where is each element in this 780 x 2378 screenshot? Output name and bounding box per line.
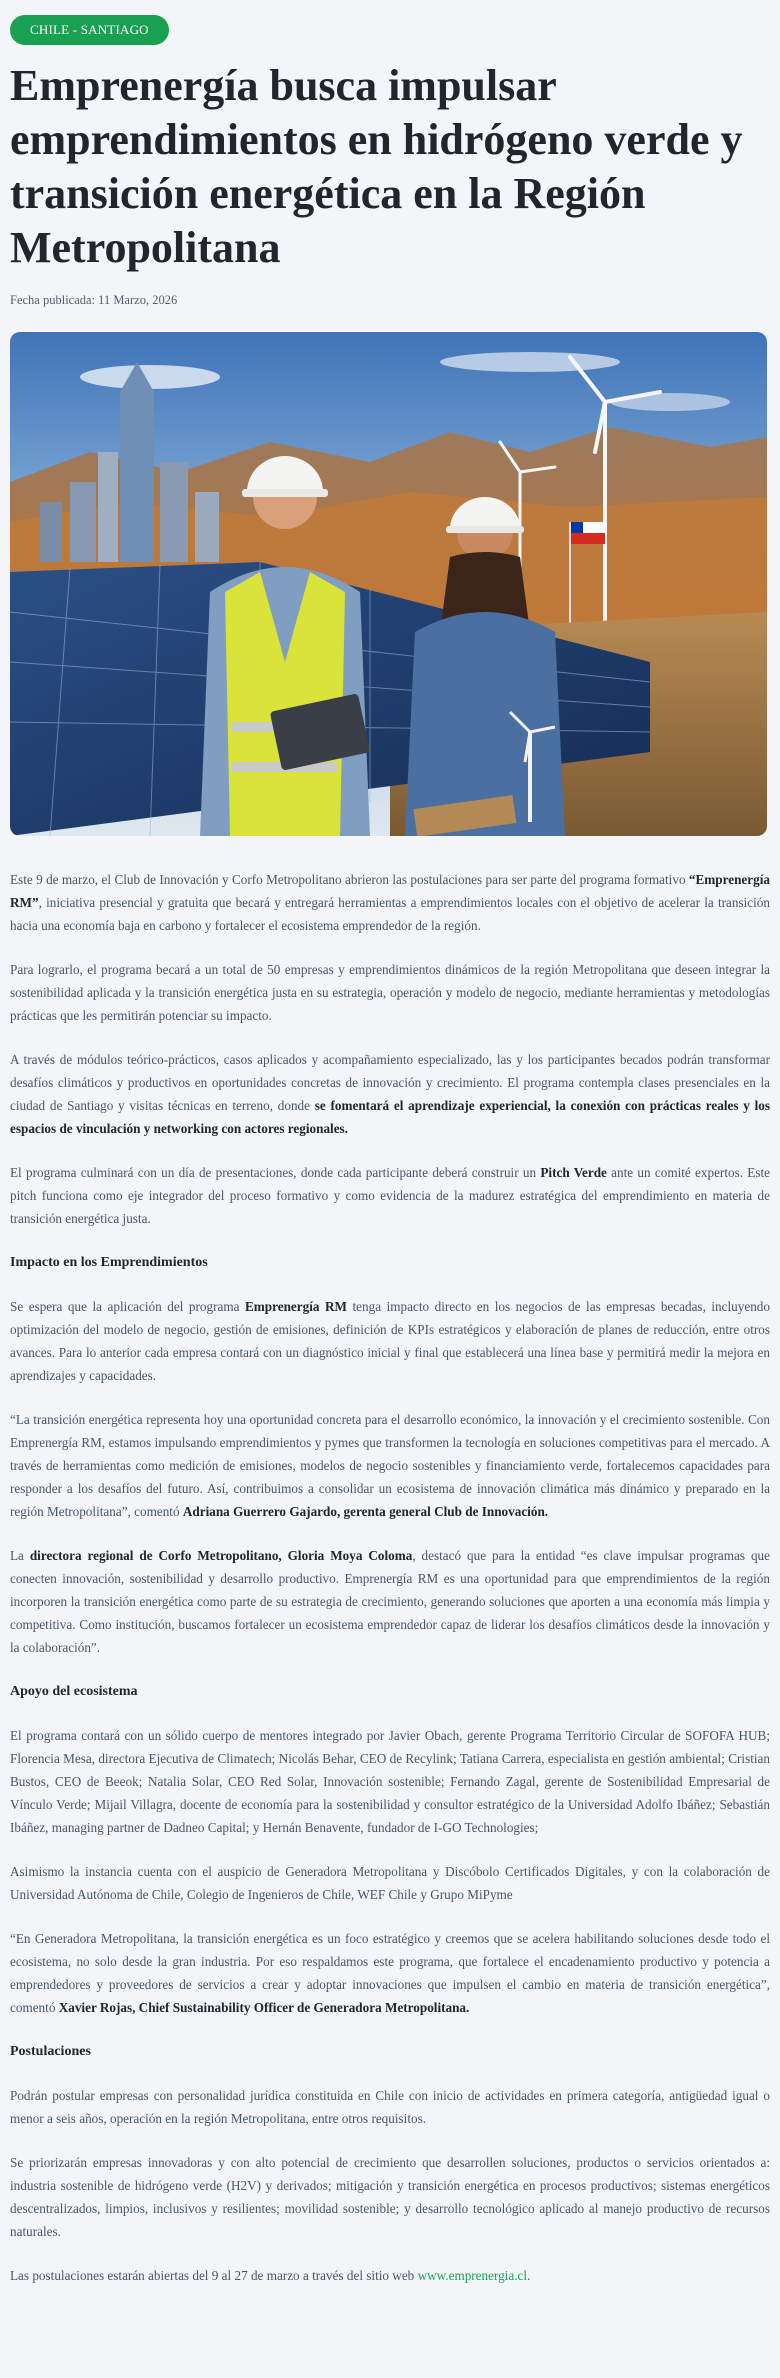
publish-date: Fecha publicada: 11 Marzo, 2026 <box>10 293 178 307</box>
paragraph-program-scope: Para lograrlo, el programa becará a un total de 50 empresas y emprendimientos dinámicos de la región Metropolitana que deseen integrar la sostenibilidad aplicada y la transición energética justa en su estrategia, operación y modelo de negocio, mediante herramientas y metodologías prácticas que les permitirán potenciar su impacto. <box>10 962 770 1023</box>
article-body <box>10 868 770 2287</box>
paragraph-mentors: El programa contará con un sólido cuerpo de mentores integrado por Javier Obach, gerente Programa Territorio Circular de SOFOFA HUB; Florencia Mesa, directora Ejecutiva de Climatech; Nicolás Behar, CEO de Recylink; Tatiana Carrera, especialista en gestión ambiental; Cristian Bustos, CEO de Beeok; Natalia Solar, CEO Red Solar, Innovación sostenible; Fernando Zagal, gerente de Sostenibilidad Empresarial de Vínculo Verde; Mijail Villagra, docente de economía para la sostenibilidad y consultor estratégico de la Universidad Adolfo Ibáñez; Sebastián Ibáñez, managing partner de Dadneo Capital; y Hernán Benavente, fundador de I-GO Technologies; <box>10 1728 770 1835</box>
website-link[interactable]: www.emprenergia.cl <box>417 2268 528 2283</box>
article-title: Emprenergía busca impulsar emprendimientos en hidrógeno verde y transición energética en la Región Metropolitana <box>10 61 743 272</box>
paragraph-pitch: El programa culminará con un día de presentaciones, donde cada participante deberá construir un Pitch Verde ante un comité expertos. Este pitch funciona como eje integrador del proceso formativo y como evidencia de la madurez estratégica del emprendimiento en materia de transición energética justa. <box>10 1165 770 1226</box>
article-page <box>10 0 770 2287</box>
paragraph-impact: Se espera que la aplicación del programa Emprenergía RM tenga impacto directo en los negocios de las empresas becadas, incluyendo optimización del modelo de negocio, gestión de emisiones, definición de KPIs estratégicos y elaboración de planes de reducción, entre otros avances. Para lo anterior cada empresa contará con un diagnóstico inicial y final que establecerá una línea base y permitirá medir la mejora en aprendizajes y capacidades. <box>10 1299 770 1383</box>
paragraph-sponsors: Asimismo la instancia cuenta con el auspicio de Generadora Metropolitana y Discóbolo Certificados Digitales, y con la colaboración de Universidad Autónoma de Chile, Colegio de Ingenieros de Chile, WEF Chile y Grupo MiPyme <box>10 1864 770 1902</box>
paragraph-deadline: Las postulaciones estarán abiertas del 9 al 27 de marzo a través del sitio web www.emprenergia.cl. <box>10 2268 531 2283</box>
hero-image <box>10 332 767 836</box>
quote-generadora: “En Generadora Metropolitana, la transición energética es un foco estratégico y creemos que se acelera habilitando soluciones desde todo el ecosistema, no solo desde la gran industria. Por eso respaldamos este programa, que fortalece el encadenamiento productivo y potencia a emprendedores y proveedores de servicios a crear y adoptar innovaciones que impulsen el cambio en materia de transición energética”, comentó Xavier Rojas, Chief Sustainability Officer de Generadora Metropolitana. <box>10 1931 770 2015</box>
paragraph-priorities: Se priorizarán empresas innovadoras y con alto potencial de crecimiento que desarrollen soluciones, productos o servicios orientados a: industria sostenible de hidrógeno verde (H2V) y derivados; mitigación y transición energética en procesos productivos; sistemas energéticos descentralizados, limpios, inclusivos y resilientes; movilidad sostenible; y desarrollo tecnológico aplicado al manejo productivo de recursos naturales. <box>10 2155 770 2239</box>
section-heading-applications: Postulaciones <box>10 2044 91 2059</box>
hero-illustration <box>10 332 767 836</box>
quote-club-innovacion: “La transición energética representa hoy una oportunidad concreta para el desarrollo económico, la innovación y el crecimiento sostenible. Con Emprenergía RM, estamos impulsando emprendimientos y pymes que transformen la tecnología en soluciones competitivas para el mercado. A través de herramientas como medición de emisiones, modelos de negocio sostenibles y financiamiento verde, fortalecemos capacidades para responder a los desafíos del futuro. Así, contribuimos a consolidar un ecosistema de innovación climática más dinámico y preparado en la región Metropolitana”, comentó Adriana Guerrero Gajardo, gerenta general Club de Innovación. <box>10 1412 770 1519</box>
paragraph-requirements: Podrán postular empresas con personalidad jurídica constituida en Chile con inicio de actividades en primera categoría, antigüedad igual o menor a seis años, operación en la región Metropolitana, entre otros requisitos. <box>10 2088 770 2126</box>
paragraph-intro: Este 9 de marzo, el Club de Innovación y Corfo Metropolitano abrieron las postulaciones para ser parte del programa formativo “Emprenergía RM”, iniciativa presencial y gratuita que becará y entregará herramientas a emprendimientos locales con el objetivo de acelerar la transición hacia una economía baja en carbono y fortalecer el ecosistema emprendedor de la región. <box>10 872 770 933</box>
section-heading-impact: Impacto en los Emprendimientos <box>10 1255 208 1270</box>
quote-corfo: La directora regional de Corfo Metropolitano, Gloria Moya Coloma, destacó que para la entidad “es clave impulsar programas que conecten innovación, sostenibilidad y desarrollo productivo. Emprenergía RM es una oportunidad para que emprendimientos de la región incorporen la transición energética como parte de su estrategia de crecimiento, generando soluciones que aporten a una economía más limpia y competitiva. Como institución, buscamos fortalecer un ecosistema emprendedor capaz de liderar los desafíos climáticos desde la innovación y la colaboración”. <box>10 1548 770 1655</box>
section-heading-ecosystem: Apoyo del ecosistema <box>10 1684 138 1699</box>
paragraph-modules: A través de módulos teórico-prácticos, casos aplicados y acompañamiento especializado, las y los participantes becados podrán transformar desafíos climáticos y productivos en oportunidades concretas de innovación y crecimiento. El programa contempla clases presenciales en la ciudad de Santiago y visitas técnicas en terreno, donde se fomentará el aprendizaje experiencial, la conexión con prácticas reales y los espacios de vinculación y networking con actores regionales. <box>10 1052 770 1136</box>
location-badge[interactable]: CHILE - SANTIAGO <box>10 15 169 45</box>
